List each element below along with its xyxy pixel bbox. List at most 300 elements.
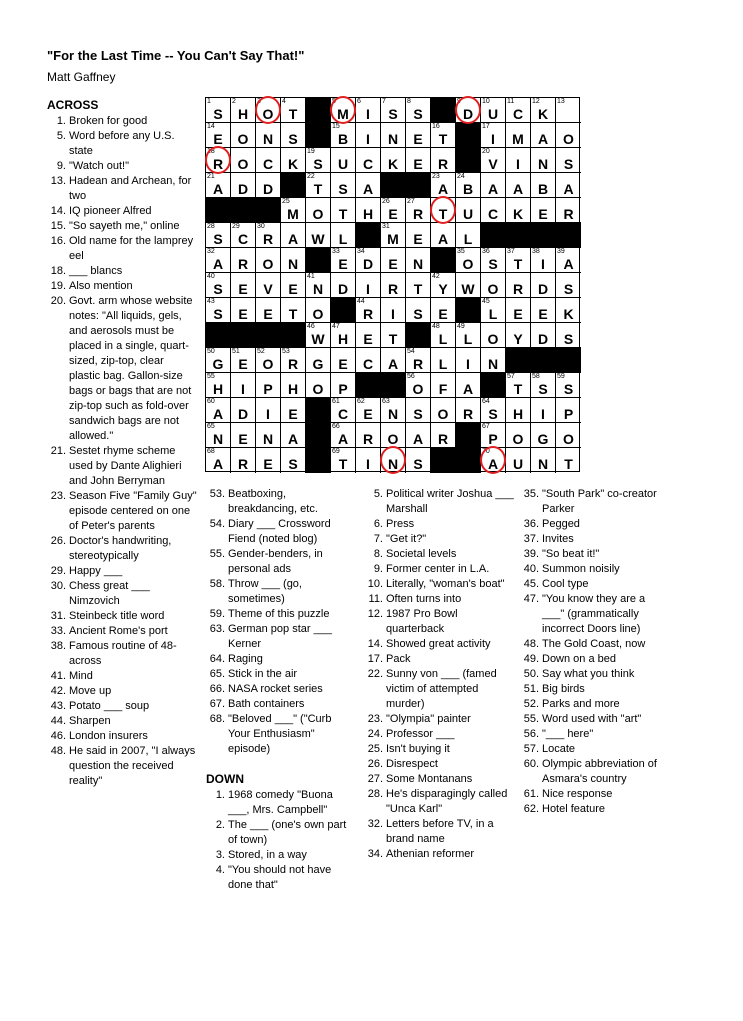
grid-cell[interactable] <box>356 98 381 123</box>
grid-cell[interactable] <box>306 373 331 398</box>
clue-number: 13. <box>50 175 66 187</box>
clue-number: 51. <box>523 683 539 695</box>
grid-block <box>231 198 256 223</box>
cell-letter: A <box>337 431 349 447</box>
grid-cell[interactable] <box>556 323 581 348</box>
grid-cell[interactable] <box>206 248 231 273</box>
grid-cell[interactable] <box>356 423 381 448</box>
grid-cell[interactable] <box>406 373 431 398</box>
grid-cell[interactable] <box>556 198 581 223</box>
grid-cell[interactable] <box>431 223 456 248</box>
grid-cell[interactable] <box>331 173 356 198</box>
clue-text: Pack <box>386 653 411 665</box>
grid-cell[interactable] <box>406 273 431 298</box>
clue-text: Mind <box>69 670 93 682</box>
grid-cell[interactable] <box>281 248 306 273</box>
grid-cell[interactable] <box>306 173 331 198</box>
cell-number: 28 <box>207 223 215 230</box>
clue-text: Old name for the lamprey eel <box>69 235 194 262</box>
grid-cell[interactable] <box>406 198 431 223</box>
grid-cell[interactable] <box>281 348 306 373</box>
clue-number: 37. <box>523 533 539 545</box>
grid-cell[interactable] <box>281 223 306 248</box>
grid-cell[interactable] <box>456 398 481 423</box>
cell-letter: T <box>338 456 348 472</box>
grid-cell[interactable] <box>256 148 281 173</box>
cell-letter: E <box>238 306 248 322</box>
cell-number: 20 <box>482 148 490 155</box>
clue-number: 62. <box>523 803 539 815</box>
clue-item <box>47 564 197 579</box>
grid-cell[interactable] <box>506 448 531 473</box>
grid-cell[interactable] <box>331 348 356 373</box>
cell-number: 41 <box>307 273 315 280</box>
cell-number: 27 <box>407 198 415 205</box>
grid-cell[interactable] <box>531 398 556 423</box>
grid-cell[interactable] <box>356 448 381 473</box>
grid-cell[interactable] <box>231 223 256 248</box>
cell-letter: I <box>366 106 370 122</box>
grid-cell[interactable] <box>481 173 506 198</box>
cell-number: 36 <box>482 248 490 255</box>
grid-cell[interactable] <box>331 273 356 298</box>
cell-letter: W <box>311 231 325 247</box>
cell-number: 46 <box>307 323 315 330</box>
grid-cell[interactable] <box>481 198 506 223</box>
grid-cell[interactable] <box>206 173 231 198</box>
grid-cell[interactable] <box>381 323 406 348</box>
grid-cell[interactable] <box>206 398 231 423</box>
clue-number: 39. <box>523 548 539 560</box>
grid-cell[interactable] <box>431 273 456 298</box>
grid-cell[interactable] <box>256 448 281 473</box>
grid-cell[interactable] <box>531 448 556 473</box>
grid-cell[interactable] <box>381 198 406 223</box>
clue-item <box>520 727 670 742</box>
grid-cell[interactable] <box>556 373 581 398</box>
cell-number: 52 <box>257 348 265 355</box>
grid-cell[interactable] <box>206 348 231 373</box>
grid-cell[interactable] <box>306 348 331 373</box>
grid-cell[interactable] <box>506 248 531 273</box>
grid-cell[interactable] <box>256 248 281 273</box>
cell-letter: R <box>437 431 449 447</box>
clue-item <box>520 592 670 637</box>
grid-cell[interactable] <box>231 373 256 398</box>
cell-letter: D <box>537 281 549 297</box>
grid-cell[interactable] <box>456 273 481 298</box>
clue-text: Pegged <box>542 518 580 530</box>
grid-cell[interactable] <box>506 148 531 173</box>
grid-cell[interactable] <box>406 98 431 123</box>
cell-letter: O <box>312 381 324 397</box>
grid-cell[interactable] <box>281 98 306 123</box>
grid-cell[interactable] <box>531 423 556 448</box>
grid-cell[interactable] <box>231 398 256 423</box>
grid-cell[interactable] <box>556 398 581 423</box>
grid-cell[interactable] <box>231 448 256 473</box>
cell-number: 18 <box>207 148 215 155</box>
grid-cell[interactable] <box>356 173 381 198</box>
grid-cell[interactable] <box>431 348 456 373</box>
grid-cell[interactable] <box>381 298 406 323</box>
grid-cell[interactable] <box>506 398 531 423</box>
cell-number: 4 <box>282 98 286 105</box>
grid-cell[interactable] <box>381 348 406 373</box>
clue-text: He said in 2007, "I always question the received reality" <box>69 745 196 787</box>
clue-number: 30. <box>50 580 66 592</box>
clue-number: 44. <box>50 715 66 727</box>
grid-cell[interactable] <box>481 123 506 148</box>
grid-cell[interactable] <box>331 248 356 273</box>
cell-letter: I <box>466 356 470 372</box>
grid-cell[interactable] <box>556 273 581 298</box>
grid-cell[interactable] <box>281 148 306 173</box>
clue-text: Beatboxing, breakdancing, etc. <box>228 488 318 515</box>
clue-text: "So beat it!" <box>542 548 600 560</box>
clue-item <box>520 517 670 532</box>
cell-letter: M <box>287 206 299 222</box>
grid-cell[interactable] <box>556 423 581 448</box>
cell-letter: S <box>288 131 298 147</box>
grid-cell[interactable] <box>431 398 456 423</box>
grid-cell[interactable] <box>306 323 331 348</box>
grid-cell[interactable] <box>356 198 381 223</box>
clue-text: Broken for good <box>69 115 148 127</box>
grid-cell[interactable] <box>356 148 381 173</box>
clue-number: 11. <box>368 593 383 605</box>
cell-letter: M <box>387 231 399 247</box>
cell-letter: B <box>462 181 474 197</box>
grid-cell[interactable] <box>456 323 481 348</box>
grid-cell[interactable] <box>481 323 506 348</box>
grid-cell[interactable] <box>231 248 256 273</box>
cell-letter: D <box>237 406 249 422</box>
clue-text: 1987 Pro Bowl quarterback <box>386 608 458 635</box>
grid-cell[interactable] <box>256 423 281 448</box>
grid-cell[interactable] <box>206 98 231 123</box>
grid-cell[interactable] <box>231 273 256 298</box>
grid-cell[interactable] <box>281 198 306 223</box>
grid-cell[interactable] <box>431 423 456 448</box>
grid-cell[interactable] <box>506 423 531 448</box>
grid-cell[interactable] <box>506 198 531 223</box>
clue-number: 36. <box>523 518 539 530</box>
grid-cell[interactable] <box>531 173 556 198</box>
clue-number: 34. <box>367 848 383 860</box>
grid-cell[interactable] <box>331 323 356 348</box>
clue-text: Press <box>386 518 415 530</box>
grid-cell[interactable] <box>256 273 281 298</box>
clue-item <box>47 204 197 219</box>
grid-cell[interactable] <box>456 373 481 398</box>
clue-text: He's disparagingly called "Unca Karl" <box>386 788 508 815</box>
grid-cell[interactable] <box>556 173 581 198</box>
grid-cell[interactable] <box>406 123 431 148</box>
clue-item <box>206 667 356 682</box>
grid-cell[interactable] <box>481 423 506 448</box>
grid-cell[interactable] <box>456 198 481 223</box>
grid-cell[interactable] <box>481 398 506 423</box>
clue-item <box>47 579 197 609</box>
grid-cell[interactable] <box>556 248 581 273</box>
grid-cell[interactable] <box>406 348 431 373</box>
grid-cell[interactable] <box>256 398 281 423</box>
grid-cell[interactable] <box>356 348 381 373</box>
grid-cell[interactable] <box>331 373 356 398</box>
grid-cell[interactable] <box>356 273 381 298</box>
grid-cell[interactable] <box>431 373 456 398</box>
grid-cell[interactable] <box>481 348 506 373</box>
cell-number: 7 <box>382 98 386 105</box>
grid-cell[interactable] <box>206 448 231 473</box>
grid-cell[interactable] <box>531 248 556 273</box>
grid-cell[interactable] <box>431 148 456 173</box>
grid-cell[interactable] <box>356 248 381 273</box>
grid-cell[interactable] <box>531 198 556 223</box>
cell-letter: E <box>238 281 248 297</box>
grid-cell[interactable] <box>231 173 256 198</box>
grid-cell[interactable] <box>331 423 356 448</box>
clue-item <box>364 742 514 757</box>
grid-cell[interactable] <box>281 123 306 148</box>
cell-letter: U <box>337 156 349 172</box>
cell-letter: N <box>537 156 549 172</box>
cell-number: 61 <box>332 398 340 405</box>
grid-cell[interactable] <box>506 173 531 198</box>
clue-item <box>47 714 197 729</box>
clue-item <box>520 787 670 802</box>
cell-letter: O <box>563 431 574 447</box>
grid-cell[interactable] <box>231 148 256 173</box>
circled-cell-marker <box>255 96 281 124</box>
grid-cell[interactable] <box>381 98 406 123</box>
grid-cell[interactable] <box>356 298 381 323</box>
grid-cell[interactable] <box>206 423 231 448</box>
clue-number: 61. <box>523 788 539 800</box>
clue-item <box>47 294 197 444</box>
clue-text: Stored, in a way <box>228 849 307 861</box>
grid-cell[interactable] <box>206 273 231 298</box>
cell-number: 31 <box>382 223 390 230</box>
cell-letter: S <box>313 156 323 172</box>
grid-cell[interactable] <box>556 148 581 173</box>
grid-cell[interactable] <box>381 423 406 448</box>
clue-item <box>364 532 514 547</box>
clue-item <box>364 847 514 862</box>
grid-cell[interactable] <box>256 173 281 198</box>
cell-number: 8 <box>407 98 411 105</box>
grid-cell[interactable] <box>306 148 331 173</box>
grid-cell[interactable] <box>406 248 431 273</box>
grid-cell[interactable] <box>456 248 481 273</box>
grid-cell[interactable] <box>406 423 431 448</box>
grid-cell[interactable] <box>506 373 531 398</box>
clue-number: 21. <box>50 445 66 457</box>
cell-letter: S <box>338 181 348 197</box>
grid-cell[interactable] <box>531 98 556 123</box>
grid-cell[interactable] <box>406 448 431 473</box>
cell-letter: M <box>512 131 524 147</box>
grid-cell[interactable] <box>531 298 556 323</box>
grid-cell[interactable] <box>206 373 231 398</box>
grid-cell[interactable] <box>281 423 306 448</box>
grid-cell[interactable] <box>456 173 481 198</box>
grid-cell[interactable] <box>331 123 356 148</box>
grid-cell[interactable] <box>556 298 581 323</box>
grid-cell[interactable] <box>256 348 281 373</box>
grid-block <box>556 223 581 248</box>
grid-cell[interactable] <box>281 448 306 473</box>
grid-cell[interactable] <box>331 148 356 173</box>
grid-cell[interactable] <box>356 323 381 348</box>
grid-cell[interactable] <box>206 298 231 323</box>
cell-letter: Y <box>513 331 523 347</box>
grid-cell[interactable] <box>306 298 331 323</box>
clue-item <box>364 562 514 577</box>
grid-cell[interactable] <box>481 148 506 173</box>
clue-item <box>364 787 514 817</box>
grid-block <box>256 198 281 223</box>
clue-text: Disrespect <box>386 758 438 770</box>
grid-cell[interactable] <box>381 123 406 148</box>
grid-cell[interactable] <box>481 298 506 323</box>
grid-cell[interactable] <box>481 273 506 298</box>
grid-cell[interactable] <box>331 198 356 223</box>
grid-block <box>281 173 306 198</box>
grid-cell[interactable] <box>456 348 481 373</box>
grid-cell[interactable] <box>256 123 281 148</box>
grid-cell[interactable] <box>356 123 381 148</box>
grid-cell[interactable] <box>356 398 381 423</box>
grid-cell[interactable] <box>281 298 306 323</box>
clue-item <box>47 534 197 564</box>
grid-cell[interactable] <box>306 273 331 298</box>
cell-letter: T <box>438 131 448 147</box>
cell-letter: D <box>262 181 274 197</box>
cell-letter: W <box>311 331 325 347</box>
cell-letter: N <box>387 131 399 147</box>
grid-cell[interactable] <box>331 398 356 423</box>
cell-letter: N <box>312 281 324 297</box>
grid-cell[interactable] <box>381 148 406 173</box>
grid-cell[interactable] <box>506 123 531 148</box>
cell-letter: C <box>237 231 249 247</box>
grid-cell[interactable] <box>281 373 306 398</box>
grid-cell[interactable] <box>231 123 256 148</box>
grid-block <box>306 98 331 123</box>
grid-cell[interactable] <box>431 323 456 348</box>
grid-cell[interactable] <box>231 298 256 323</box>
grid-cell[interactable] <box>531 323 556 348</box>
clue-text: Also mention <box>69 280 133 292</box>
grid-cell[interactable] <box>406 398 431 423</box>
grid-cell[interactable] <box>506 273 531 298</box>
grid-cell[interactable] <box>531 123 556 148</box>
cell-letter: E <box>388 206 398 222</box>
clue-text: Potato ___ soup <box>69 700 150 712</box>
cell-letter: T <box>438 206 448 222</box>
grid-cell[interactable] <box>381 248 406 273</box>
grid-cell[interactable] <box>481 248 506 273</box>
grid-cell[interactable] <box>406 223 431 248</box>
clue-item <box>364 772 514 787</box>
grid-cell[interactable] <box>456 223 481 248</box>
grid-cell[interactable] <box>256 223 281 248</box>
grid-cell[interactable] <box>206 223 231 248</box>
clue-number: 63. <box>209 623 225 635</box>
clue-number: 8. <box>373 548 383 560</box>
puzzle-title: "For the Last Time -- You Can't Say That!" <box>47 48 305 63</box>
cell-letter: C <box>512 106 524 122</box>
grid-cell[interactable] <box>531 273 556 298</box>
cell-letter: S <box>413 456 423 472</box>
grid-cell[interactable] <box>281 398 306 423</box>
grid-cell[interactable] <box>381 223 406 248</box>
grid-block <box>406 323 431 348</box>
grid-cell[interactable] <box>506 323 531 348</box>
grid-cell[interactable] <box>481 98 506 123</box>
clue-number: 53. <box>209 488 225 500</box>
cell-number: 56 <box>407 373 415 380</box>
clue-item <box>47 609 197 624</box>
cell-letter: R <box>362 431 374 447</box>
grid-cell[interactable] <box>556 123 581 148</box>
cell-letter: P <box>563 406 574 422</box>
grid-cell[interactable] <box>506 298 531 323</box>
clue-text: Some Montanans <box>386 773 473 785</box>
grid-cell[interactable] <box>256 298 281 323</box>
grid-cell[interactable] <box>331 223 356 248</box>
grid-cell[interactable] <box>281 273 306 298</box>
clue-number: 31. <box>50 610 66 622</box>
clue-number: 64. <box>209 653 225 665</box>
grid-cell[interactable] <box>231 348 256 373</box>
grid-block <box>231 323 256 348</box>
grid-cell[interactable] <box>406 298 431 323</box>
grid-cell[interactable] <box>506 98 531 123</box>
grid-cell[interactable] <box>381 398 406 423</box>
circled-cell-marker <box>330 96 356 124</box>
grid-cell[interactable] <box>206 123 231 148</box>
cell-letter: O <box>563 131 574 147</box>
grid-cell[interactable] <box>306 223 331 248</box>
grid-cell[interactable] <box>556 448 581 473</box>
clue-item <box>206 788 356 818</box>
grid-cell[interactable] <box>531 373 556 398</box>
grid-cell[interactable] <box>381 273 406 298</box>
cell-letter: O <box>387 431 399 447</box>
clue-number: 5. <box>373 488 383 500</box>
grid-cell[interactable] <box>231 423 256 448</box>
clue-text: Nice response <box>542 788 613 800</box>
grid-cell[interactable] <box>306 198 331 223</box>
grid-cell[interactable] <box>431 298 456 323</box>
cell-number: 21 <box>207 173 215 180</box>
cell-letter: E <box>338 356 348 372</box>
grid-cell[interactable] <box>531 148 556 173</box>
grid-cell[interactable] <box>406 148 431 173</box>
cell-letter: A <box>462 381 474 397</box>
grid-cell[interactable] <box>256 373 281 398</box>
grid-cell[interactable] <box>556 98 581 123</box>
grid-cell[interactable] <box>431 173 456 198</box>
clue-text: 1968 comedy "Buona ___, Mrs. Campbell" <box>228 789 333 816</box>
grid-cell[interactable] <box>431 123 456 148</box>
grid-cell[interactable] <box>331 448 356 473</box>
grid-cell[interactable] <box>231 98 256 123</box>
clue-text: "Beloved ___" ("Curb Your Enthusiasm" episode) <box>228 713 332 755</box>
